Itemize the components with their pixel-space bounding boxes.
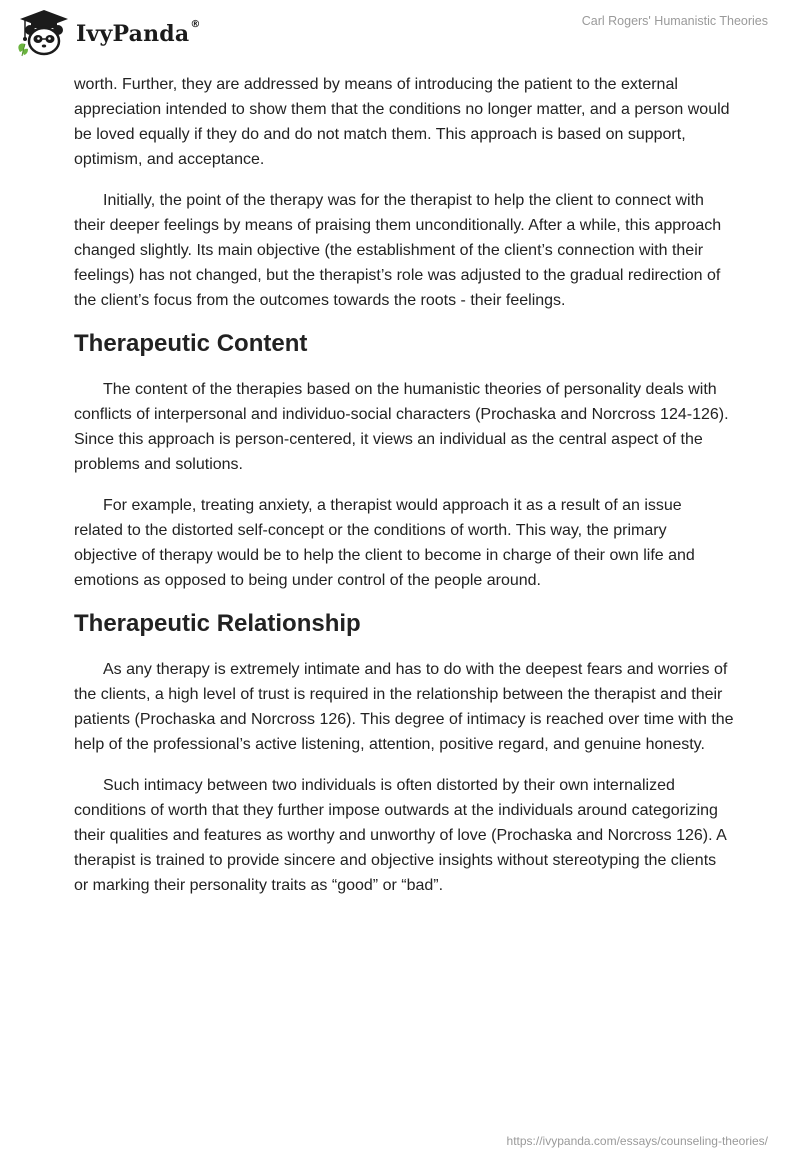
ivypanda-logo[interactable] bbox=[14, 8, 200, 58]
registered-mark: ® bbox=[190, 18, 201, 30]
paragraph: As any therapy is extremely intimate and has to do with the deepest fears and worries of the clients, a high level of trust is required in the relationship between the therapist and their patients (Prochaska and Norcross 126). This degree of intimacy is reached over time with the help of the professional’s active listening, attention, positive regard, and genuine honesty. bbox=[74, 661, 734, 753]
section-heading-therapeutic-relationship: Therapeutic Relationship bbox=[74, 610, 361, 637]
page-header bbox=[0, 0, 800, 70]
essay-body bbox=[74, 72, 734, 914]
section-heading-therapeutic-content: Therapeutic Content bbox=[74, 330, 308, 357]
document-title: Carl Rogers' Humanistic Theories bbox=[581, 14, 768, 28]
paragraph: For example, treating anxiety, a therapist would approach it as a result of an issue related to the distorted self-concept or the conditions of worth. This way, the primary objective of therapy would be to help the client to become in charge of their own life and emotions as opposed to being under control of the people around. bbox=[74, 497, 695, 589]
brand-name: IvyPanda bbox=[76, 21, 190, 47]
paragraph: The content of the therapies based on the humanistic theories of personality deals with conflicts of interpersonal and individuo-social characters (Prochaska and Norcross 124-126). Since this approach is person-centered, it views an individual as the central aspect of the problems and solutions. bbox=[74, 381, 729, 473]
paragraph: Initially, the point of the therapy was for the therapist to help the client to connect with their deeper feelings by means of praising them unconditionally. After a while, this approach changed slightly. Its main objective (the establishment of the client’s connection with their feelings) has not changed, but the therapist’s role was adjusted to the gradual redirection of the client’s focus from the outcomes towards the roots - their feelings. bbox=[74, 192, 722, 309]
paragraph: worth. Further, they are addressed by means of introducing the patient to the external appreciation intended to show them that the conditions no longer matter, and a person would be loved equally if they do and do not match them. This approach is based on support, optimism, and acceptance. bbox=[74, 76, 730, 168]
panda-graduate-icon bbox=[14, 8, 74, 58]
paragraph: Such intimacy between two individuals is often distorted by their own internalized conditions of worth that they further impose outwards at the individuals around categorizing their qualities and features as worthy and unworthy of love (Prochaska and Norcross 126). A therapist is trained to provide sincere and objective insights without stereotyping the clients or marking their personality traits as “good” or “bad”. bbox=[74, 777, 726, 894]
source-url[interactable]: https://ivypanda.com/essays/counseling-theories/ bbox=[506, 1134, 768, 1148]
